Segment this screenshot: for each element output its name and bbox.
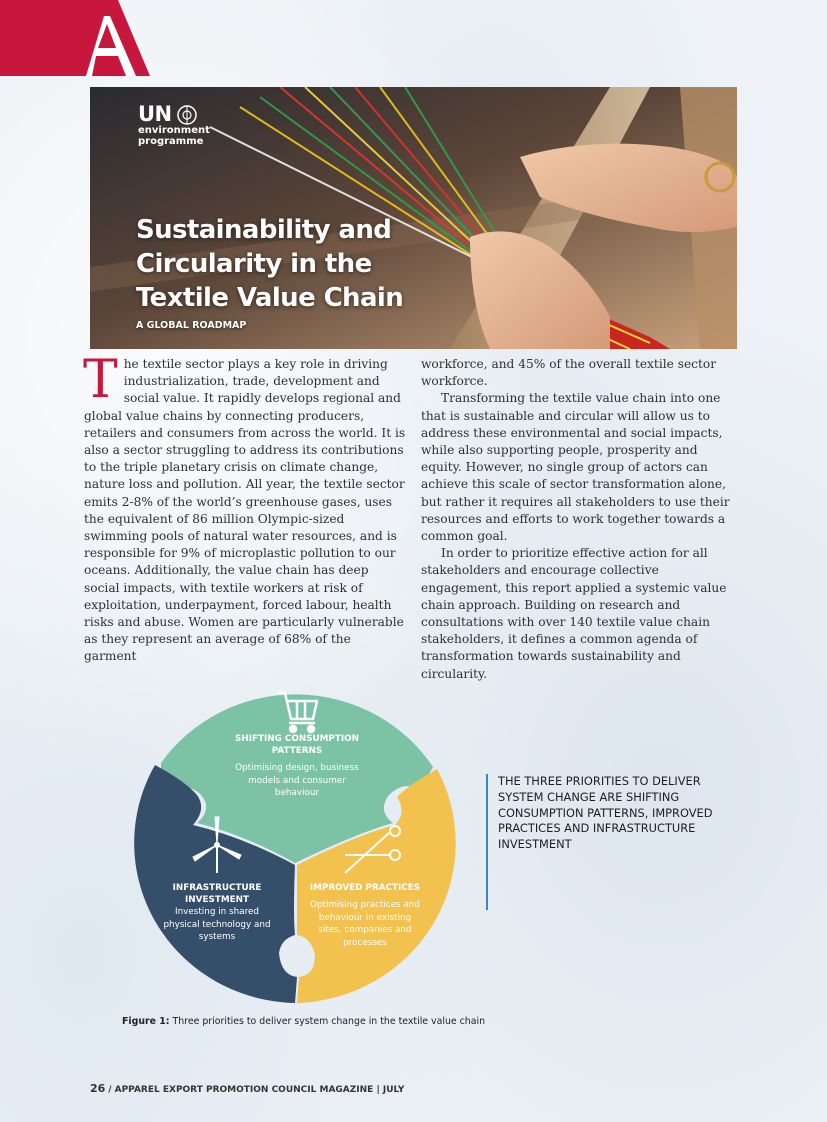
three-priorities-puzzle-figure <box>131 685 461 1005</box>
piece-heading-infrastructure: INFRASTRUCTURE INVESTMENT <box>172 883 262 905</box>
logo-line-2: programme <box>138 136 204 147</box>
caption-text: Three priorities to deliver system change in the textile value chain <box>172 1016 486 1027</box>
page-number: 26 <box>90 1082 106 1095</box>
figure-callout: THE THREE PRIORITIES TO DELIVER SYSTEM CHANGE ARE SHIFTING CONSUMPTION PATTERNS, IMPROVED PRACTICES AND INFRASTRUCTURE INVESTMENT <box>486 774 728 910</box>
article-paragraph-1-continued: workforce, and 45% of the overall textile sector workforce. <box>421 357 717 389</box>
logo-line-1: environment <box>138 125 210 136</box>
page-footer <box>90 1082 404 1095</box>
article-column-left <box>83 350 406 666</box>
article-paragraph-2: Transforming the textile value chain into one that is sustainable and circular will allow us to address these environmental and social impacts, while also supporting people, prosperity and equity. However, no single group of actors can achieve this scale of sector transformation alone, but rather it requires all stakeholders to use their resources and efforts to work together towards a common goal. <box>421 391 730 544</box>
article-paragraph-3: In order to prioritize effective action for all stakeholders and encourage collective engagement, this report applied a systemic value chain approach. Building on research and consultations with over 140 textile value chain stakeholders, it defines a common agenda of transformation towards sustainability and circularity. <box>421 546 727 681</box>
drop-cap: T <box>83 350 118 410</box>
hero-banner <box>90 87 737 349</box>
unep-logo <box>138 103 210 147</box>
article-paragraph-1: he textile sector plays a key role in driving industrialization, trade, development and social value. It rapidly develops regional and global value chains by connecting producers, retailers and consumers from across the world. It is also a sector struggling to address its contributions to the triple planetary crisis on climate change, nature loss and pollution. All year, the textile sector emits 2-8% of the world’s greenhouse gases, uses the equivalent of 86 million Olympic-sized swimming pools of natural water resources, and is responsible for 9% of microplastic pollution to our oceans. Additionally, the value chain has deep social impacts, with textile workers at risk of exploitation, underpayment, forced labour, health risks and abuse. Women are particularly vulnerable as they represent an average of 68% of the garment <box>84 357 406 664</box>
section-letter-mark <box>0 0 150 76</box>
hero-subtitle: A GLOBAL ROADMAP <box>136 320 247 331</box>
logo-un-text: UN <box>138 102 172 126</box>
un-emblem-icon <box>176 104 198 126</box>
hero-title: Sustainability and Circularity in the Textile Value Chain <box>136 215 404 313</box>
piece-body-shifting: Optimising design, business models and consumer behaviour <box>235 763 359 798</box>
piece-label-shifting <box>235 733 359 800</box>
piece-label-infrastructure <box>163 882 271 944</box>
piece-heading-shifting: SHIFTING CONSUMPTION PATTERNS <box>235 734 359 756</box>
piece-heading-improved: IMPROVED PRACTICES <box>309 883 421 893</box>
piece-body-improved: Optimising practices and behaviour in existing sites, companies and processes <box>310 900 420 948</box>
article-column-right <box>421 356 741 683</box>
piece-body-infrastructure: Investing in shared physical technology and systems <box>163 907 271 942</box>
footer-publication: / APPAREL EXPORT PROMOTION COUNCIL MAGAZINE | JULY <box>108 1085 405 1095</box>
caption-label: Figure 1: <box>122 1016 170 1027</box>
piece-label-improved <box>309 882 421 949</box>
figure-caption <box>122 1016 485 1027</box>
